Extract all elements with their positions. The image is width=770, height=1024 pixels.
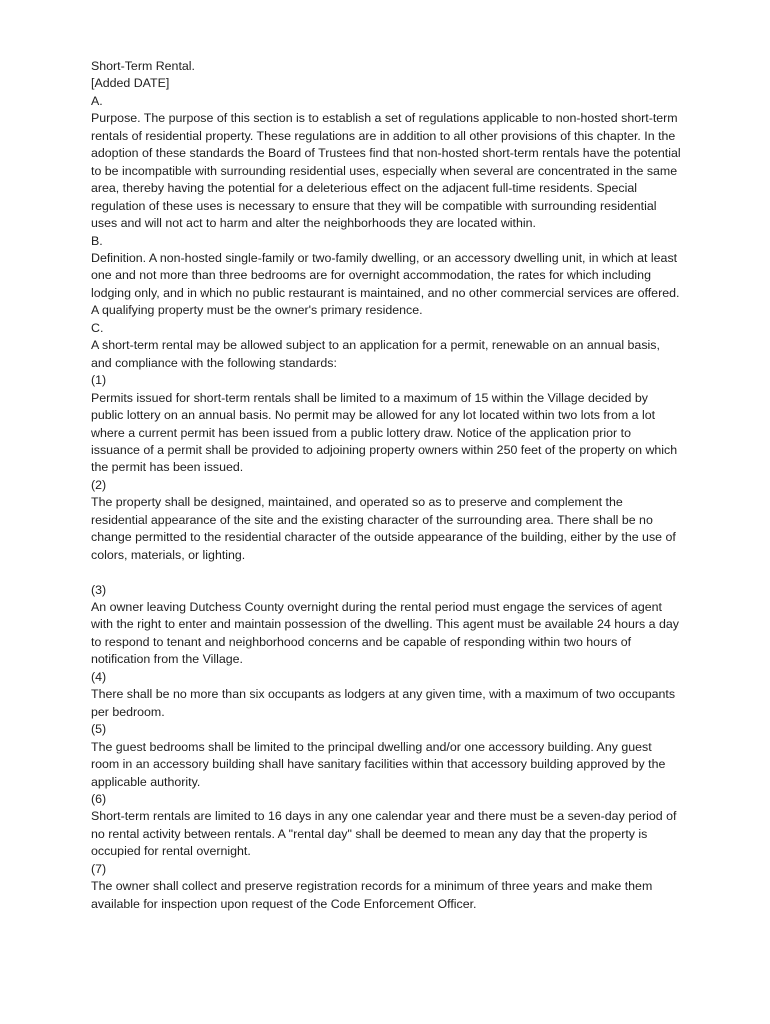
standard-1-text: Permits issued for short-term rentals shall be limited to a maximum of 15 within the Village decided by public lottery on an annual basis. No permit may be allowed for any lot located within two lots from a lot where a current permit has been issued from a public lottery draw. Notice of the application prior to issuance of a permit shall be provided to adjoining property owners within 250 feet of the property on which the permit has been issued. <box>91 390 678 475</box>
standard-3-text: An owner leaving Dutchess County overnight during the rental period must engage the services of agent with the right to enter and maintain possession of the dwelling. This agent must be available 24 hours a day to respond to tenant and neighborhood concerns and be capable of responding within two hours of notification from the Village. <box>91 600 679 667</box>
standard-4-label: (4) <box>91 669 107 684</box>
standard-6-text: Short-term rentals are limited to 16 days in any one calendar year and there must be a seven-day period of no rental activity between rentals. A "rental day" shall be deemed to mean any day that the property is occupied for rental overnight. <box>91 809 677 859</box>
section-b-text: Definition. A non-hosted single-family or two-family dwelling, or an accessory dwelling unit, in which at least one and not more than three bedrooms are for overnight accommodation, the rates for which including lodging only, and in which no public restaurant is maintained, and no other commercial services are offered. A qualifying property must be the owner's primary residence. <box>91 250 680 318</box>
document-title: Short-Term Rental. <box>91 59 195 73</box>
standard-4-text: There shall be no more than six occupants as lodgers at any given time, with a maximum of two occupants per bedroom. <box>91 687 676 719</box>
standard-5-label: (5) <box>91 722 107 737</box>
standard-6-label: (6) <box>91 792 107 807</box>
blank-line <box>91 564 681 581</box>
standard-7-text: The owner shall collect and preserve registration records for a minimum of three years and make them available for inspection upon request of the Code Enforcement Officer. <box>91 879 653 911</box>
section-a-label: A. <box>91 93 103 108</box>
section-c-text: A short-term rental may be allowed subject to an application for a permit, renewable on an annual basis, and compliance with the following standards: <box>91 338 660 370</box>
standard-1-label: (1) <box>91 373 107 388</box>
document-body <box>91 58 681 913</box>
standard-3-label: (3) <box>91 582 107 597</box>
standard-2-text: The property shall be designed, maintained, and operated so as to preserve and complement the residential appearance of the site and the existing character of the surrounding area. There shall be no change permitted to the residential character of the outside appearance of the building, either by the use of colors, materials, or lighting. <box>91 495 676 562</box>
standard-2-label: (2) <box>91 477 107 492</box>
standard-7-label: (7) <box>91 861 107 876</box>
added-note: [Added DATE] <box>91 76 170 91</box>
section-b-label: B. <box>91 233 103 248</box>
standard-5-text: The guest bedrooms shall be limited to the principal dwelling and/or one accessory building. Any guest room in an accessory building shall have sanitary facilities within that accessory building approved by the applicable authority. <box>91 739 666 789</box>
section-c-label: C. <box>91 320 104 335</box>
section-a-text: Purpose. The purpose of this section is to establish a set of regulations applicable to non-hosted short-term rentals of residential property. These regulations are in addition to all other provisions of this chapter. In the adoption of these standards the Board of Trustees find that non-hosted short-term rentals have the potential to be incompatible with surrounding residential uses, especially when several are concentrated in the same area, thereby having the potential for a deleterious effect on the adjacent full-time residents. Special regulation of these uses is necessary to ensure that they will be compatible with surrounding residential uses and will not act to harm and alter the neighborhoods they are located within. <box>91 111 681 231</box>
